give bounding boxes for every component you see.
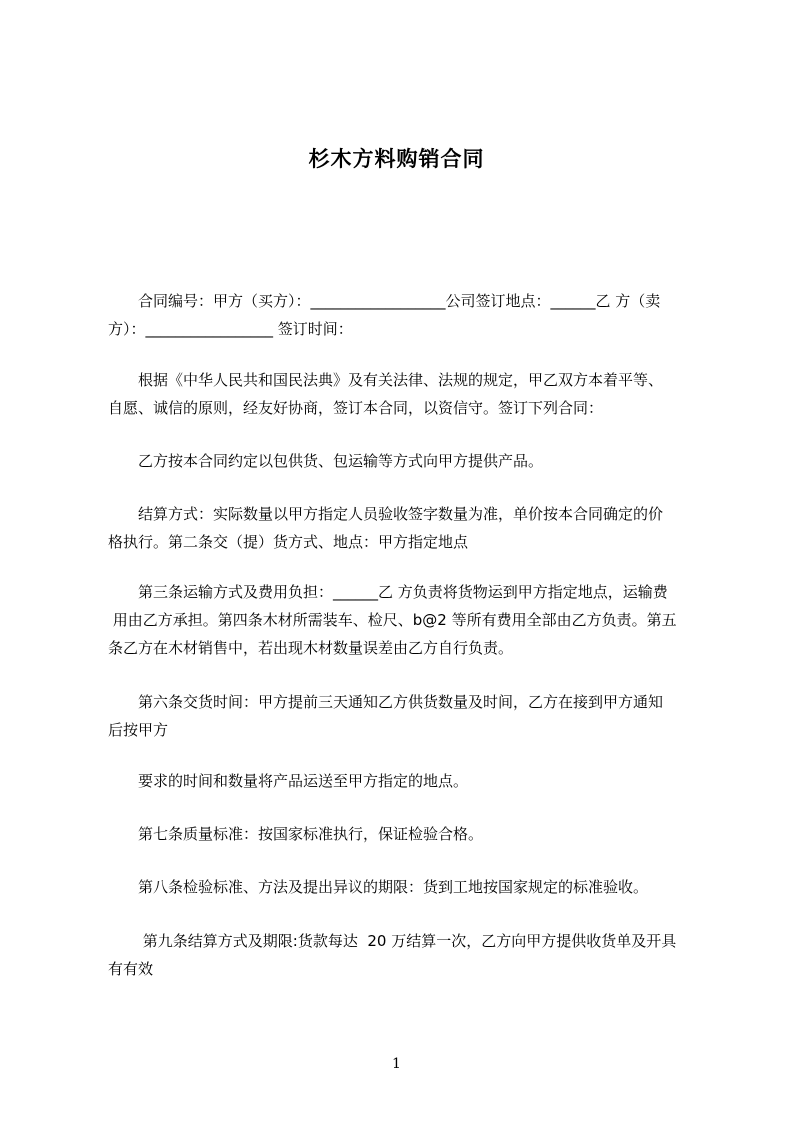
text-line: 后按甲方 xyxy=(108,721,169,739)
text-line: 格执行。第二条交（提）货方式、地点：甲方指定地点 xyxy=(108,533,469,551)
text-line: 第七条质量标准：按国家标准执行，保证检验合格。 xyxy=(108,825,484,843)
text-line: 第六条交货时间：甲方提前三天通知乙方供货数量及时间，乙方在接到甲方通知 xyxy=(108,693,664,711)
paragraph-preamble xyxy=(108,366,708,422)
paragraph-article-7 xyxy=(108,820,708,848)
paragraph-contract-header xyxy=(108,287,708,343)
paragraph-article-6 xyxy=(108,688,708,744)
paragraph-article-6-cont xyxy=(108,767,708,795)
paragraph-settlement xyxy=(108,500,708,556)
text-line: 第三条运输方式及费用负担：______乙 方负责将货物运到甲方指定地点，运输费 xyxy=(108,583,668,601)
text-line: 乙方按本合同约定以包供货、包运输等方式向甲方提供产品。 xyxy=(108,452,544,470)
text-line: 要求的时间和数量将产品运送至甲方指定的地点。 xyxy=(108,772,469,790)
text-line: 用由乙方承担。第四条木材所需装车、检尺、b@2 等所有费用全部由乙方负责。第五 xyxy=(108,611,677,629)
page-number: 1 xyxy=(392,1056,401,1072)
paragraph-article-8 xyxy=(108,873,708,901)
paragraph-article-9 xyxy=(108,927,708,983)
text-line: 结算方式：实际数量以甲方指定人员验收签字数量为准，单价按本合同确定的价 xyxy=(108,505,664,523)
text-line: 第九条结算方式及期限:货款每达 20 万结算一次，乙方向甲方提供收货单及开具 xyxy=(108,932,677,950)
text-line: 合同编号：甲方（买方）：__________________公司签订地点：______乙 方（卖 xyxy=(108,292,661,310)
paragraph-supply-method xyxy=(108,447,708,475)
text-line: 有有效 xyxy=(108,960,154,978)
text-line: 方）：_________________ 签订时间： xyxy=(108,320,353,338)
text-line: 自愿、诚信的原则，经友好协商，签订本合同，以资信守。签订下列合同： xyxy=(108,399,604,417)
document-title: 杉木方料购销合同 xyxy=(308,147,485,171)
text-line: 第八条检验标准、方法及提出异议的期限：货到工地按国家规定的标准验收。 xyxy=(108,878,649,896)
paragraph-article-3 xyxy=(108,578,708,662)
text-line: 条乙方在木材销售中，若出现木材数量误差由乙方自行负责。 xyxy=(108,639,514,657)
text-line: 根据《中华人民共和国民法典》及有关法律、法规的规定，甲乙双方本着平等、 xyxy=(108,371,664,389)
